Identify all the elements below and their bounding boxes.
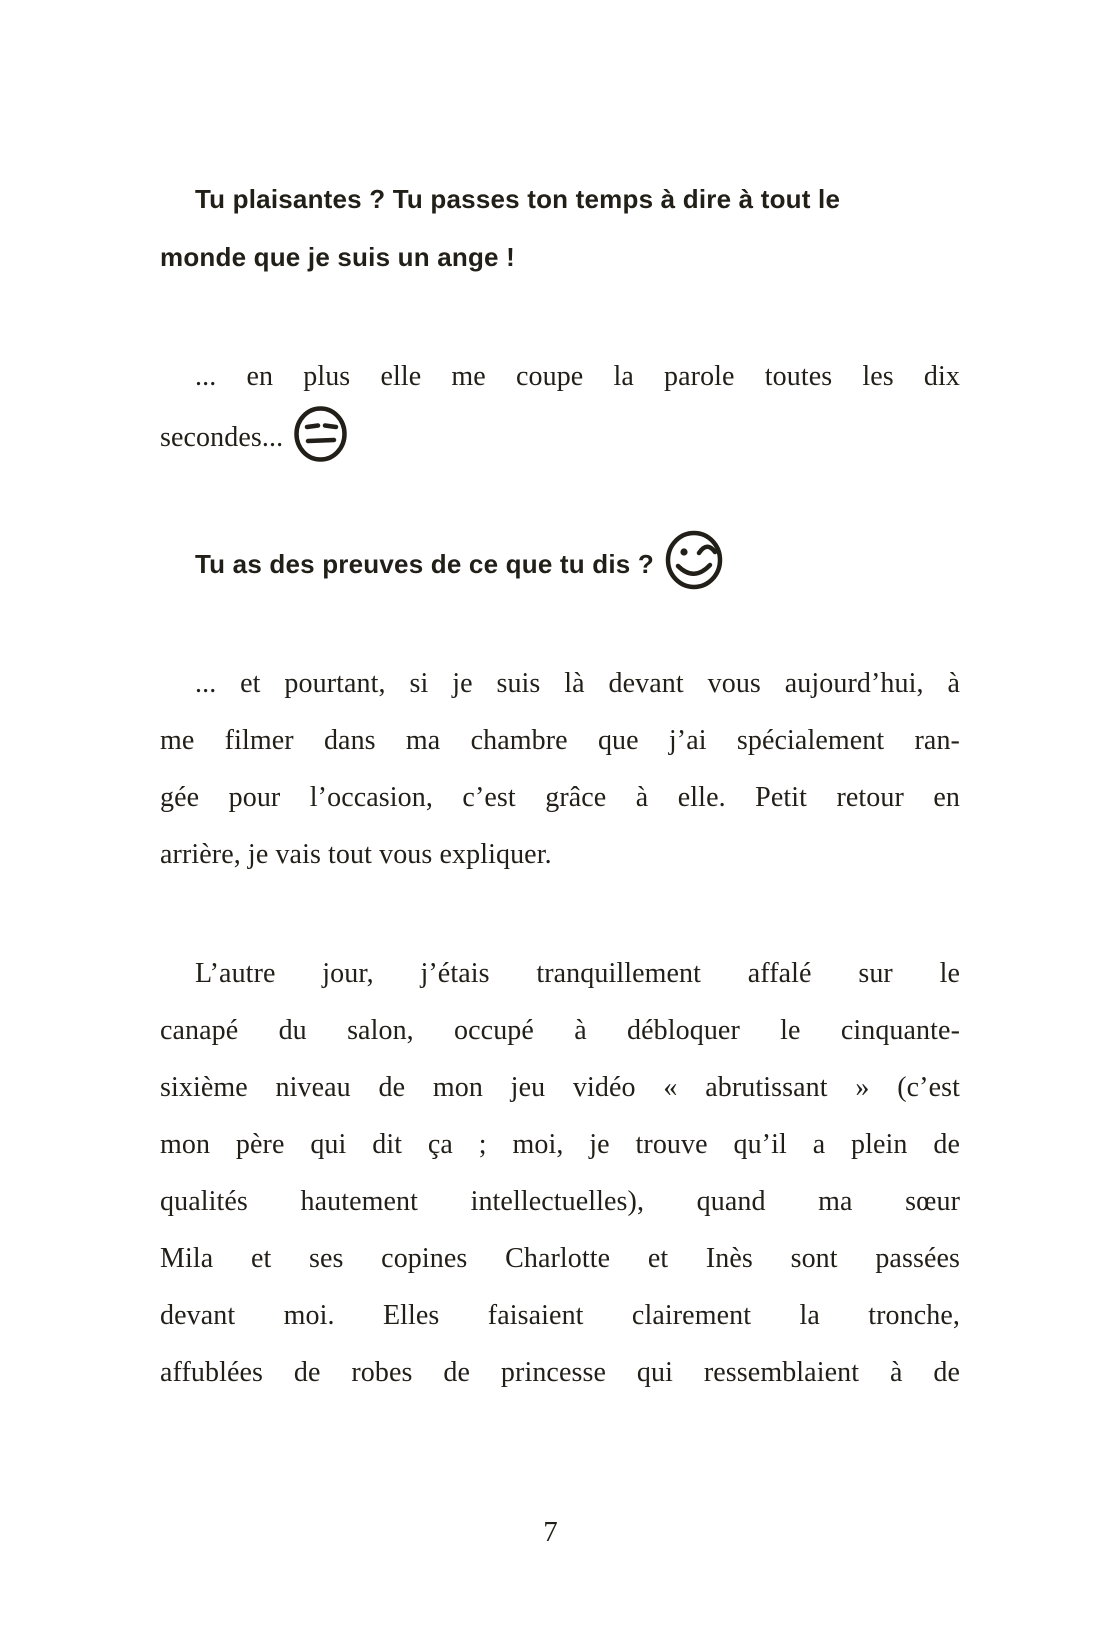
narration-line: Mila et ses copines Charlotte et Inès sont passées [160,1243,960,1274]
narration-line: canapé du salon, occupé à débloquer le cinquante- [160,1015,960,1046]
narration-line: gée pour l’occasion, c’est grâce à elle. Petit retour en [160,782,960,813]
narration-block-1 [160,348,960,466]
narration-line: me filmer dans ma chambre que j’ai spécialement ran- [160,725,960,756]
page-content [160,170,960,1463]
dialogue-block-2 [160,528,960,593]
narration-line: ... en plus elle me coupe la parole toutes les dix [195,361,960,392]
narration-line: qualités hautement intellectuelles), quand ma sœur [160,1186,960,1217]
dialogue-line: monde que je suis un ange ! [160,242,516,272]
narration-line: L’autre jour, j’étais tranquillement affalé sur le [195,958,960,989]
narration-line: mon père qui dit ça ; moi, je trouve qu’il a plein de [160,1129,960,1160]
narration-line-text: secondes... [160,422,284,453]
narration-line: arrière, je vais tout vous expliquer. [160,839,552,870]
narration-line: ... et pourtant, si je suis là devant vous aujourd’hui, à [195,668,960,699]
dialogue-line [160,528,960,593]
narration-line: devant moi. Elles faisaient clairement la tronche, [160,1300,960,1331]
page-number: 7 [543,1516,558,1548]
narration-block-3 [160,945,960,1401]
dialogue-line: Tu plaisantes ? Tu passes ton temps à dire à tout le [195,184,841,214]
narration-line: affublées de robes de princesse qui ressemblaient à de [160,1357,960,1388]
dialogue-line-text: Tu as des preuves de ce que tu dis ? [195,549,654,579]
narration-line [160,405,960,466]
narration-block-2 [160,655,960,883]
narration-line: sixième niveau de mon jeu vidéo « abrutissant » (c’est [160,1072,960,1103]
winking-face-icon [664,528,724,590]
expressionless-face-icon [293,405,348,463]
dialogue-block-1 [160,170,960,286]
